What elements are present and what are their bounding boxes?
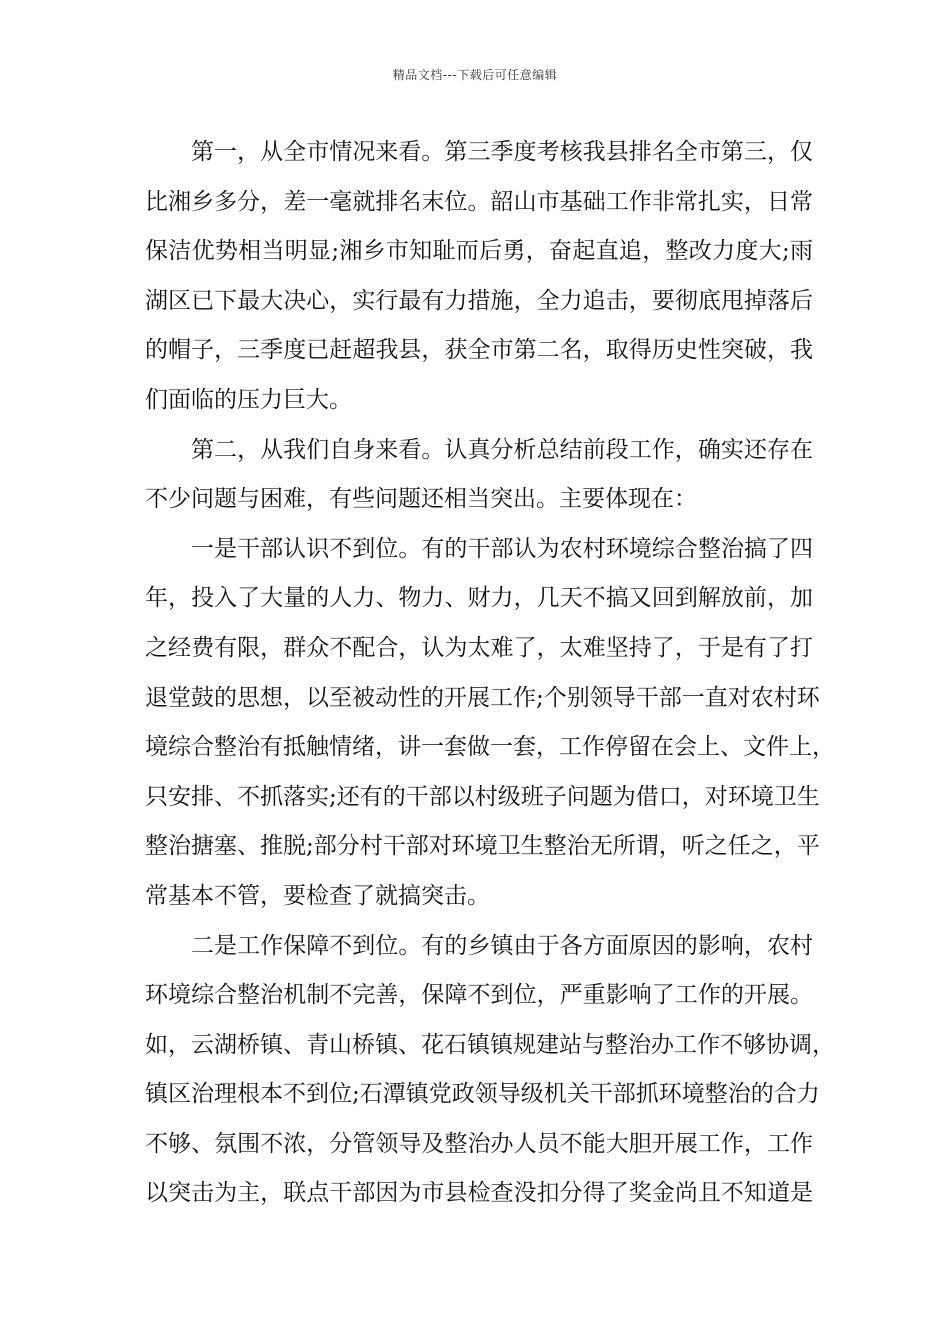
document-body <box>145 128 835 1219</box>
text-line: 镇区治理根本不到位;石潭镇党政领导级机关干部抓环境整治的合力 <box>145 1081 820 1108</box>
paragraph-3 <box>145 525 835 922</box>
text-line: 如，云湖桥镇、青山桥镇、花石镇镇规建站与整治办工作不够协调， <box>145 1031 835 1058</box>
text-line: 保洁优势相当明显;湘乡市知耻而后勇，奋起直追，整改力度大;雨 <box>145 238 813 265</box>
text-line: 二是工作保障不到位。有的乡镇由于各方面原因的影响，农村 <box>191 932 813 959</box>
text-line: 第一，从全市情况来看。第三季度考核我县排名全市第三，仅 <box>191 139 813 165</box>
text-line: 一是干部认识不到位。有的干部认为农村环境综合整治搞了四 <box>191 535 813 562</box>
text-line: 常基本不管，要检查了就搞突击。 <box>145 882 490 909</box>
text-line: 不少问题与困难，有些问题还相当突出。主要体现在： <box>145 486 697 513</box>
paragraph-1 <box>145 128 813 426</box>
text-line: 整治搪塞、推脱;部分村干部对环境卫生整治无所谓，听之任之，平 <box>145 833 820 860</box>
paragraph-2 <box>145 426 813 525</box>
text-line: 比湘乡多分，差一毫就排名末位。韶山市基础工作非常扎实，日常 <box>145 188 813 215</box>
paragraph-4 <box>145 922 835 1220</box>
text-line: 环境综合整治机制不完善，保障不到位，严重影响了工作的开展。 <box>145 982 813 1009</box>
text-line: 第二，从我们自身来看。认真分析总结前段工作，确实还存在 <box>191 436 813 463</box>
text-line: 们面临的压力巨大。 <box>145 386 352 413</box>
text-line: 的帽子，三季度已赶超我县，获全市第二名，取得历史性突破，我 <box>145 337 813 364</box>
page-header: 精品文档---下载后可任意编辑 <box>392 68 558 82</box>
text-line: 退堂鼓的思想，以至被动性的开展工作;个别领导干部一直对农村环 <box>145 684 820 711</box>
text-line: 湖区已下最大决心，实行最有力措施，全力追击，要彻底甩掉落后 <box>145 287 813 314</box>
text-line: 之经费有限，群众不配合，认为太难了，太难坚持了，于是有了打 <box>145 634 813 661</box>
text-line: 年，投入了大量的人力、物力、财力，几天不搞又回到解放前，加 <box>145 585 813 612</box>
text-line: 境综合整治有抵触情绪，讲一套做一套，工作停留在会上、文件上， <box>145 734 835 761</box>
text-line: 不够、氛围不浓，分管领导及整治办人员不能大胆开展工作，工作 <box>145 1130 813 1157</box>
text-line: 以突击为主，联点干部因为市县检查没扣分得了奖金尚且不知道是 <box>145 1180 813 1207</box>
text-line: 只安排、不抓落实;还有的干部以村级班子问题为借口，对环境卫生 <box>145 783 820 810</box>
